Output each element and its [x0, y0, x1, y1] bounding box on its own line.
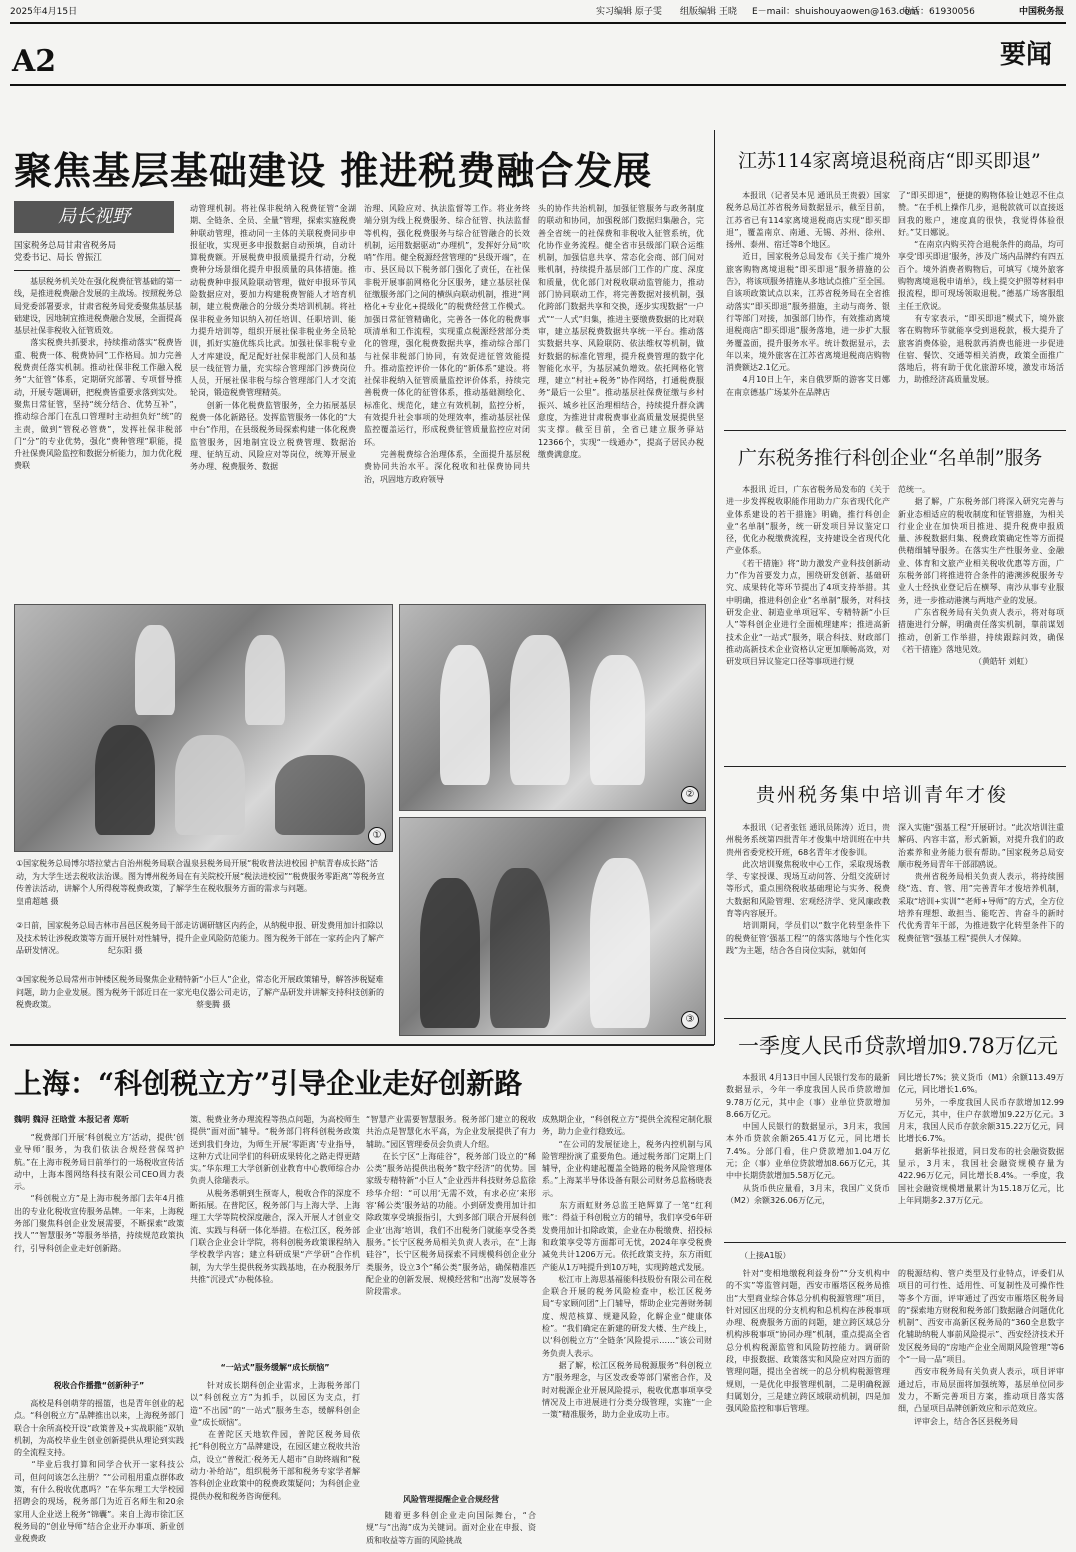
lead-col4: 头的协作共治机制，加强征管服务与政务制度的联动和协同，加强税部门数据归集融合，完善全省统一的社保费和非税收入征管系统，优化协作业务流程。健全省市县级部门联合运维机制，加强信息共享、常态化会商、部门间对账机制，持续提升基层部门工作的广度、深度和质量，优化部门对税收联动监管能力，推动部门协同联动工作，将完善数据对接机制，强化跨部门数据共享和交换，逐步实现数据“一户式”“一人式”归集，推进主要缴费数据的比对联审，建立基层税费数据共享统一平台。推动落实数据共享、风险联防、依法维权等机制，做好数据的标准化管理，提升税费管理的数字化智能化水平，为基层减负增效。依托网格化管理，建立“村社+税务”协作网络，打通税费服务“最后一公里”。推动基层社保费征缴与乡村振兴、城乡社区治理相结合，持续提升群众满意度，为推进甘肃税费事业高质量发展提供坚实支撑。截至目前，全省已建立服务驿站12366个，实现“一线通办”，提高子居民办税缴费满意度。 [538, 204, 704, 459]
editor-duty: 实习编辑 原子雯 [596, 7, 662, 17]
shanghai-col3b: 随着更多科创企业走向国际舞台，“合规”与“出海”成为关键词。面对企业在申报、资质和收益等方面的风险挑战 [366, 1511, 536, 1545]
loans-col2: 同比增长7%；狭义货币（M1）余额113.49万亿元，同比增长1.6%。 另外，一季度我国人民币存款增加12.99万亿元，其中，住户存款增加9.22万亿元。3月末，我国人民币存款余额315.22万亿元，同比增长6.7%。 据新华社报道，同日发布的社会融资数据显示，3月末，我国社会融资规模存量为422.96万亿元，同比增长8.4%。一季度，我国社会融资规模增量累计为15.18万亿元，比上年同期多2.37万亿元。 [898, 1073, 1064, 1205]
continued-label: （上接A1版） [740, 1250, 850, 1262]
guangdong-headline: 广东税务推行科创企业“名单制”服务 [738, 447, 1043, 469]
photo-number-2: ② [681, 786, 699, 804]
shanghai-col4: 成熟期企业，“科创税立方”提供全流程定制化服务，助力企业行稳致远。 “在公司的发展征途上，税务内控机制与风险管理扮演了重要角色。通过税务部门定期上门辅导，企业构建起覆盖全链路的税务风险管理体系。”上海某半导体设备有限公司财务总监杨晓表示。 东方雨虹财务总监王艳辉算了一笔“红利账”：得益于科创税立方的辅导，我们享受6年研发费用加计扣除政策，企业在办税缴费、招投标和政策享受等方面都可无忧，2024年享受税费减免共计1206万元。依托政策支持，东方雨虹产能从1万吨提升到10万吨，实现跨越式发展。 松江市上海思基福能科技股份有限公司在税企联合开展的税务风险检查中，松江区税务局“专家顾问团”上门辅导，帮助企业完善财务制度、规范核算、规避风险，化解企业“健康体检”。“我们确定在新建的研发大楼、生产线上，以‘科创税立方’‘全链条’风险提示……”该公司财务负责人表示。 据了解，松江区税务局税源服务“科创税立方”服务理念，与区发改委等部门紧密合作，及时对税源企业开展风险提示，税收优惠事项享受情况及上市进展进行分类分级管理，实施“一企一策”精准服务，助力企业成功上市。 [542, 1115, 712, 1420]
photo-caption-1: ①国家税务总局博尔塔拉蒙古自治州税务局联合温泉县税务局开展“税收普法进校园 护航青春成长路”活动，为大学生送去税收法治课。图为博州税务局在有关院校开展“税法进校园”“税费服务零距离”等税务宣传普法活动，讲解个人所得税等税费政策，了解学生在税收服务方面的需求与问题。 皇甫超越 摄 [16, 859, 388, 906]
section-title: 要闻 [999, 40, 1052, 70]
byline-rule [14, 270, 180, 271]
lead-col3: 治理、风险应对、执法监督等工作。将业务终端分别为线上税费服务、综合征管、执法监督等机构，强化税费服务与综合征管融合的长效机制，运用数据驱动“办理机”，发挥好分局“吹哨”作用。健全税源经营管理的“县级开端”，在市、县区局以下税务部门强化了责任，在社保非税开展事前网格化分区服务，建立基层社保征缴服务部门之间的横纵向联动机制，推进“网格化+专业化+提级化”的税费经营工作模式。加强日常征管精确化，完善各一体化的税费事项清单和工作流程，实现重点税源经营部分类化的管理，强化税费数据共享，推动综合部门与社保非税部门协同，有效促进征管效能提升。推动监控评价一体化的“新体系”建设。将社保非税纳入征管质量监控评价体系，持续完善税费一体化的征管体系，推动基础测绘化、标准化、规范化，建立有效机制，监控分析，有效提升社会事项的处理效率，推动基层社保监控覆盖运行，形成税费征管质量监控应对闭环。 完善税费综合治理体系，全面提升基层税费协同共治水平。深化税收和社保费协同共治，巩固地方政府领导 [364, 204, 530, 484]
contact-email: E－mail：shuishouyaowen@163.com [752, 7, 919, 17]
jiangsu-headline: 江苏114家离境退税商店“即买即退” [738, 150, 1041, 172]
photo-tax-school [14, 604, 393, 852]
column-tag [14, 201, 174, 233]
shanghai-subhead-3: 风险管理提醒企业合规经营 [403, 1495, 499, 1504]
guangdong-col2: 范统一。 据了解，广东税务部门将深入研究完善与新业态相适应的税收制度和征管措施，为相关行业企业在加快项目推进、提升税费申报质量、涉税数据归集、税费政策确定性等方面提供精细辅导服务。在落实生产性服务业、金融业、体育和文旅产业相关税收优惠等方面，广东税务部门将推进符合条件的港澳涉税服务专业人士经执业登记后在横琴、南沙从事专业服务，进一步推动港澳与两地产业的发展。 广东省税务局有关负责人表示，将对每项措施进行分解，明确责任落实机制，靠前谋划推动，创新工作举措，持续跟踪问效，确保《若干措施》落地见效。 （黄皓轩 刘虹） [898, 485, 1064, 667]
guizhou-col1: 本报讯（记者张钰 通讯员陈涛）近日，贵州税务系统第四批青年才俊集中培训班在中共贵州省委党校开班，68名青年才俊参训。 此次培训聚焦税收中心工作，采取现场教学、专家授课、现场互动问答、分组交流研讨等形式，重点围绕税收基础理论与实务、税费大数据和风险管理、宏观经济学、党风廉政教育等内容展开。 培训期间，学员们以“数字化转型条件下的税费征管‘强基工程’”的落实落地与个性化实践”为主题，结合各自岗位实际，就如何 [726, 823, 890, 955]
page-number: A2 [12, 44, 57, 79]
shanghai-top-rule [10, 1044, 714, 1046]
lead-headline: 聚焦基层基础建设 推进税费融合发展 [14, 148, 653, 193]
shanghai-col2b: 针对成长期科创企业需求，上海税务部门以“科创税立方”为抓手，以园区为支点，打造“不出园”的“一站式”服务生态，缓解科创企业“成长烦恼”。 在普陀区天地软件园，普陀区税务局依托“科创税立方”品牌建设，在园区建立税收共治点，设立“普税汇·税务无人超市”自助终端和“税动力·补给站”，组织税务干部和税务专家学者解答科创企业政策中的税费政策疑问；为科创企业提供办税和税务咨询便利。 [190, 1381, 360, 1501]
shanghai-col1b: 高校是科创萌芽的摇篮，也是青年创业的起点。“科创税立方”品牌推出以来，上海税务部门联合十余所高校开设“政策普及+实战职能”双轨机制，为高校毕业生创业创新提供从理论到实践的全流程支持。 “毕业后我打算和同学合伙开一家科技公司，但问问该怎么注册？”“公司租用重点群体政策，有什么税收优惠吗？”在华东理工大学校园招聘会的现场，税务部门为近百名师生和20余家用人企业送上税务“锦囊”。来自上海市徐汇区税务局的“创业导师”结合企业开办事项、新业创业税费政 [14, 1399, 184, 1544]
guizhou-col2: 深入实施“强基工程”开展研讨。“此次培训注重解码、内容丰富，形式新颖，对提升我们的政治素养和业务能力很有帮助。”国家税务总局安顺市税务局青年干部邵鸥说。 贵州省税务局相关负责人表示，将持续围绕“选、育、管、用”完善青年才俊培养机制，采取“培训+实训”“老师+导师”的方式，全方位培养有理想、敢担当、能吃苦、肯奋斗的新时代优秀青年干部，为推进数字化转型条件下的税费征管“强基工程”提供人才保障。 [898, 823, 1064, 943]
guizhou-rule [724, 766, 1066, 767]
lead-col1: 基层税务机关处在强化税费征管基础的第一线，是推进税费融合发展的主战场。按照税务总局党委部署要求，甘肃省税务局党委聚焦基层基础建设，因地制宜推进税费融合发展，全面提高基层社保非税收入征管质效。 落实税费共抓要求，持续推动落实“税费皆重、税费一体、税费协同”工作格局。加力完善税费责任落实机制。推动社保非税工作融入税务“大征管”体系，定期研究部署、专项督导推动，开展专题调研，把税费皆重要求落到实处。聚焦日常征管，坚持“统分结合、优势互补”，推动综合部门在乱口管理时主动担负好“统”的主责，做到“管税必管费”，发挥社保非税部门“分”的专业优势，强化“费种管理”职能，提升社保费风险监控和数据分析能力，加力优化税费联 [14, 277, 182, 471]
shanghai-byline: 魏明 魏浔 汪晗萱 本报记者 郑昕 [14, 1115, 130, 1124]
section-rule [10, 84, 1066, 86]
masthead-rule [10, 22, 1066, 24]
jiangsu-col2: 了“即买即退”，便捷的购物体验让她忍不住点赞。“在手机上操作几步，退税款就可以直接返回我的账户，速度真的很快，我觉得体验很好。”艾日娜说。 “在南京内购买符合退税条件的商品，均可享受‘即买即退’服务，涉及广场内品牌约有四五百个。境外消费者购物后，可填写《境外旅客购物离境退税申请单》，线上提交护照等材料申报流程，即可现场领取退税。”德基广场客服组主任王欣说。 有专家表示，“即买即退”模式下，境外旅客在购物环节就能享受到退税款，极大提升了旅客消费体验，退税款再消费也能进一步促进住宿、餐饮、交通等相关消费，政策全面推广落地后，将有助于优化旅游环境，激发市场活力，助推经济高质量发展。 [898, 191, 1064, 385]
issue-date: 2025年4月15日 [10, 7, 78, 17]
shanghai-col3: “智慧产业需要智慧服务。税务部门建立的税收共治点是智慧化水平高，为企业发展提供了有力辅助。”园区管理委员会负责人介绍。 在长宁区“上海硅谷”，税务部门设立的“稀公类”服务站提供出税务“数字经济”的优势。国家级专精特新“小巨人”企业西井科技财务总监徐珍华介绍：“可以用‘无需不效，有求必应’来形容‘稀公类’服务站的功能。小到研发费用加计扣除政策享受填报指引，大到多部门联合开展科创企业‘出海’培训，我们不出税务门就能享受各类服务。”长宁区税务局相关负责人表示，在“上海硅谷”，长宁区税务局探索不同规模科创企业分类服务，设立3个“稀公类”服务站，确保精准匹配企业的创新发展、规模经营和“出海”发展等各阶段需求。 [366, 1115, 536, 1297]
continued-col1: 针对“变相地缴税利益身份”“分支机构中的不实”等监管问题，西安市雁塔区税务局推出“大型商业综合体总分机构税源管理”项目，针对园区出现的分支机构和总机构在涉税事项办理、税费服务方面的问题，建立跨区域总分机构涉税事项“协同办理”机制，重点提高全省总分机构税源监管和风险防控能力。调研阶段，申报数据、政策落实和风险应对四方面的管理问题，提出全省统一的总分机构税源管理规则，一是优化申报管理机制，二是明确税源归属划分，三是建立跨区域联动机制，四是加强风险监控和事后管理。 [726, 1269, 890, 1414]
contact-phone: 电话：61930056 [902, 7, 975, 17]
jiangsu-col1: 本报讯（记者吴本见 通讯员王贵毅）国家税务总局江苏省税务局数据显示，截至目前，江苏省已有114家离境退税商店实现“即买即退”，覆盖南京、南通、无锡、苏州、徐州、扬州、泰州、宿迁等8个地区。 近日，国家税务总局发布《关于推广境外旅客购物离境退税“即买即退”服务措施的公告》，将该项服务措施从多地试点推广至全国。自该项政策试点以来，江苏省税务局在全省推动落实“即买即退”服务措施，主动与商务、银行等部门对接，加强部门协作，有效推动离境退税商店“即买即退”服务落地，进一步扩大服务覆盖面，提升服务水平。统计数据显示，去年以来，境外旅客在江苏省离境退税商店购物消费额达2.1亿元。 4月10日上午，来自俄罗斯的游客艾日娜在南京德基广场某外在品牌店 [726, 191, 890, 397]
photo-number-1: ① [368, 827, 386, 845]
photo-caption-2: ②日前，国家税务总局吉林市昌邑区税务局干部走访调研辖区内药企，从纳税申报、研发费用加计扣除以及技术转让涉税政策等方面开展针对性辅导，提升企业风险防范能力。图为税务干部在一家药企内了解产品研发情况。 纪东阳 摄 [16, 921, 384, 955]
shanghai-subhead-1: 税收合作播撒“创新种子” [53, 1381, 145, 1390]
photo-number-3: ③ [681, 1011, 699, 1029]
loans-rule [724, 1018, 1066, 1019]
shanghai-subhead-2: “一站式”服务缓解“成长烦恼” [220, 1363, 330, 1372]
loans-headline: 一季度人民币贷款增加9.78万亿元 [738, 1034, 1058, 1058]
guangdong-col1: 本报讯 近日，广东省税务局发布的《关于进一步发挥税收职能作用助力广东省现代化产业体系建设的若干措施》明确，推行科创企业“名单制”服务，统一研发项目异议鉴定口径，优化办税缴费流程，支持建设全省现代化产业体系。 《若干措施》将“助力激发产业科技创新动力”作为首要发力点，围绕研发创新、基础研究、成果转化等环节提出了4项支持举措。其中明确，推进科创企业“名单制”服务，对科技研发企业、制造业单项冠军、专精特新“小巨人”等科创企业进行全面梳理建库；推进高新技术企业“一站式”服务，联合科技、财政部门推动高新技术企业资格认定更加顺畅高效，对研发项目异议鉴定口径等事项进行规 [726, 485, 890, 667]
guizhou-headline: 贵州税务集中培训青年才俊 [756, 784, 1009, 806]
paper-name: 中国税务报 [1018, 7, 1064, 17]
shanghai-headline: 上海：“科创税立方”引导企业走好创新路 [14, 1067, 523, 1100]
shanghai-col1: “税费部门开展‘科创税立方’活动，提供‘创业导师’服务，为我们依法合规经营保驾护航。”在上海市税务局日前举行的一场税收宣传活动中，上海本图网络科技有限公司CEO周力表示。 “科创税立方”是上海市税务部门去年4月推出的专业化税收宣传服务品牌。一年来，上海税务部门聚焦科创企业发展需要，不断探索“政策找人”“智慧服务”等服务举措，持续规范政策执行，引导科创企业走好创新路。 [14, 1133, 184, 1253]
shanghai-col2: 策、税费业务办理流程等热点问题，为高校师生提供“面对面”辅导。“税务部门将科创税务政策送到我们身边，为师生开展‘零距离’专业指导，这种方式让同学们的科研成果转化之路走得更踏实。”华东理工大学创新创业教育中心教师综合办负责人徐瑞表示。 从税务悉朝到生预寄人，税收合作的深度不断拓展。在普陀区，税务部门与上海大学、上海理工大学等院校深度融合，深入开展人才创业交流、实践与科研一体化举措。在松江区，税务部门联合企业会计学院，将科创税务政策课程纳入学校教学内容；建立科研成果“产学研”合作机制，为大学生提供税务实践基地，在办税服务厅共推“沉浸式”办税体验。 [190, 1115, 360, 1284]
lead-byline: 国家税务总局甘肃省税务局 党委书记、局长 曾振江 [14, 241, 117, 264]
photo-caption-3: ③国家税务总局常州市钟楼区税务局聚焦企业精特新“小巨人”企业，常态化开展政策辅导，解答涉税疑难问题，助力企业发展。图为税务干部近日在一家光电仪器公司走访，了解产品研发并讲解支持科技创新的税费政策。 蔡斐腾 摄 [16, 975, 384, 1009]
column-tag-label: 局长视野 [58, 206, 130, 227]
lead-col2: 动管理机制。将社保非税纳入税费征管“金湖期、全链条、全员、全量”管理，探索实施税费种联动管理，推动同一主体的关联税费同步申报征收，实现更多申报数据自动预填，自动计算税费额。开展税费申报质量提升行动，分税费种分场景细化提升申报质量的具体措施。推动税费种申报风险联动管理，做好申报环节风险数据应对，要加力构建税费智能人才培育机制，建立税费融合的分级分类培训机制。将社保非税业务知识纳入初任培训、任职培训、能力提升培训等，组织开展社保非税业务全员轮训，抓好实施优练兵比武。加强社保非税专业人才库建设，配足配好社保非税部门人员和基层一线征管力量，充实综合管理部门涉费岗位人员，开展社保非税与综合管理部门人才交流轮岗，锻造税费管理精英。 创新一体化税费监管服务，全力拓展基层税费一体化新路径。发挥监管服务一体化的“大中台”作用，在县级税务局探索构建一体化税费监管服务，因地制宜设立税费管理、数据治理、征纳互动、风险应对等岗位，统筹开展业务办理、税费服务、数据 [190, 204, 356, 472]
loans-col1: 本报讯 4月13日中国人民银行发布的最新数据显示，今年一季度我国人民币贷款增加9.78万亿元，其中企（事）业单位贷款增加8.66万亿元。 中国人民银行的数据显示，3月末，我国本外币贷款余额265.41万亿元，同比增长7.4%。分部门看，住户贷款增加1.04万亿元；企（事）业单位贷款增加8.66万亿元，其中中长期贷款增加5.58万亿元。 从货币供应量看，3月末，我国广义货币（M2）余额326.06万亿元， [726, 1073, 890, 1205]
column-divider [714, 130, 715, 1045]
continued-rule [724, 1242, 1066, 1243]
continued-col2: 的税源结构、管户类型及行业特点，评委们从项目的可行性、适用性、可复制性及可操作性等多个方面，评审通过了西安市雁塔区税务局的“探索地方财税和税务部门数据融合问题优化机制”、西安市高新区税务局的“360全息数字化辅助纳税人事前风险提示”、西安经济技术开发区税务局的“房地产企业全周期风险管理”等6个“一局一品”项目。 西安市税务局有关负责人表示，项目评审通过后，市局层面将加强统筹，基层单位同步发力，不断完善项目方案，推动项目落实落细，凸显项目品牌创新效应和示范效应。 评审会上，结合各区县税务局 [898, 1269, 1064, 1426]
photo-optics-company [399, 817, 706, 1036]
editor-group: 组版编辑 王晓 [680, 7, 737, 17]
photo-pharma-lab [399, 604, 706, 811]
guangdong-rule [724, 430, 1066, 431]
